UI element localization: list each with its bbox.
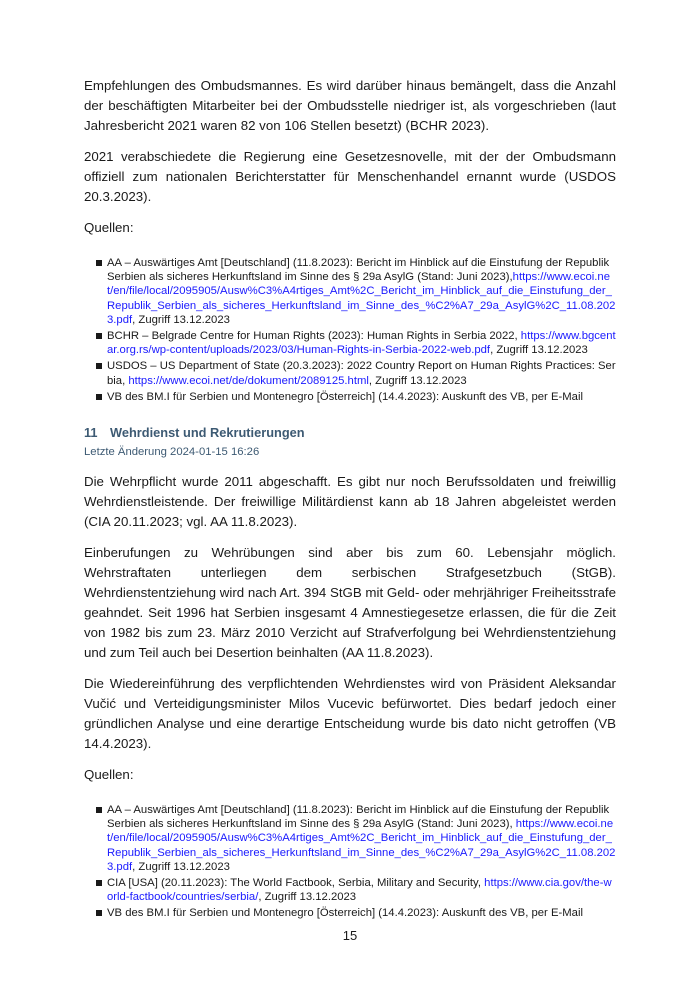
paragraph: Empfehlungen des Ombudsmannes. Es wird darüber hinaus bemängelt, dass die Anzahl der beschäftigten Mitarbeiter bei der Ombudsstelle niedriger ist, als vorgeschrieben (laut Jahresbericht 2021 waren 82 von 106 Stellen besetzt) (BCHR 2023). bbox=[84, 78, 616, 133]
source-item: AA – Auswärtiges Amt [Deutschland] (11.8.2023): Bericht im Hinblick auf die Einstufung der Republik Serbien als sicheres Herkunftsland im Sinne des § 29a AsylG (Stand: Juni 2023), https://www.ecoi.net/en/file/local/2095905/Ausw%C3%A4rtiges_Amt%2C_Bericht_im_Hinblick_auf_die_Einstufung_der_Republik_Serbien_als_sicheres_Herkunftsland_im_Sinne_des_%C2%A7_29a_AsylG%2C_11.08.2023.pdf, Zugriff 13.12.2023 bbox=[96, 803, 616, 874]
bullet-icon bbox=[96, 880, 102, 886]
sources-label: Quellen: bbox=[84, 767, 134, 783]
paragraph: Die Wehrpflicht wurde 2011 abgeschafft. Es gibt nur noch Berufssoldaten und freiwillig Wehrdienstleistende. Der freiwillige Militärdienst kann ab 18 Jahren abgeleistet werden (CIA 20.11.2023; vgl. AA 11.8.2023). bbox=[84, 474, 616, 530]
page-number: 15 bbox=[342, 928, 358, 943]
bullet-icon bbox=[96, 260, 102, 266]
bullet-icon bbox=[96, 333, 102, 339]
source-item: VB des BM.I für Serbien und Montenegro [Österreich] (14.4.2023): Auskunft des VB, per E-Mail bbox=[96, 390, 616, 404]
paragraph: 2021 verabschiedete die Regierung eine Gesetzesnovelle, mit der der Ombudsmann offiziell zum nationalen Berichterstatter für Menschenhandel ernannt wurde (USDOS 20.3.2023). bbox=[84, 149, 616, 204]
sources-label: Quellen: bbox=[84, 220, 134, 235]
source-item: BCHR – Belgrade Centre for Human Rights (2023): Human Rights in Serbia 2022, https://www.bgcentar.org.rs/wp-content/uploads/2023/03/Human-Rights-in-Serbia-2022-web.pdf, Zugriff 13.12.2023 bbox=[96, 329, 616, 357]
source-link[interactable]: https://www.bgcentar.org.rs/wp-content/uploads/2023/03/Human-Rights-in-Serbia-2022-web.pdf bbox=[107, 330, 616, 357]
source-link[interactable]: https://www.ecoi.net/en/file/local/2095905/Ausw%C3%A4rtiges_Amt%2C_Bericht_im_Hinblick_auf_die_Einstufung_der_Republik_Serbien_als_sicheres_Herkunftsland_im_Sinne_des_%C2%A7_29a_AsylG%2C_11.08.2023.pdf bbox=[107, 271, 616, 326]
paragraph: Die Wiedereinführung des verpflichtenden Wehrdienstes wird von Präsident Aleksandar Vučić und Verteidigungsminister Milos Vucevic befürwortet. Dies bedarf jedoch einer gründlichen Analyse und eine derartige Entscheidung wurde bis dato nicht getroffen (VB 14.4.2023). bbox=[84, 676, 616, 752]
source-item: VB des BM.I für Serbien und Montenegro [Österreich] (14.4.2023): Auskunft des VB, per E-Mail bbox=[96, 906, 616, 920]
source-item: CIA [USA] (20.11.2023): The World Factbook, Serbia, Military and Security, https://www.cia.gov/the-world-factbook/countries/serbia/, Zugriff 13.12.2023 bbox=[96, 876, 616, 904]
paragraph: Einberufungen zu Wehrübungen sind aber bis zum 60. Lebensjahr möglich. Wehrstraftaten unterliegen dem serbischen Strafgesetzbuch (StGB). Wehrdienstentziehung wird nach Art. 394 StGB mit Geld- oder mehrjähriger Freiheitsstrafe geahndet. Seit 1996 hat Serbien insgesamt 4 Amnestiegesetze erlassen, die für die Zeit von 1982 bis zum 23. März 2010 Verzicht auf Strafverfolgung bei Wehrdienstentziehung und zum Teil auch bei Desertion beinhalten (AA 11.8.2023). bbox=[84, 545, 616, 661]
bullet-icon bbox=[96, 363, 102, 369]
bullet-icon bbox=[96, 394, 102, 400]
section-number: 11 bbox=[84, 425, 98, 441]
section-title: Wehrdienst und Rekrutierungen bbox=[110, 425, 305, 441]
last-changed: Letzte Änderung 2024-01-15 16:26 bbox=[84, 446, 260, 459]
source-item: USDOS – US Department of State (20.3.2023): 2022 Country Report on Human Rights Practices: Serbia, https://www.ecoi.net/de/dokument/2089125.html, Zugriff 13.12.2023 bbox=[96, 359, 616, 387]
source-link[interactable]: https://www.ecoi.net/de/dokument/2089125.html bbox=[128, 374, 369, 387]
document-page bbox=[84, 76, 616, 923]
source-link[interactable]: https://www.ecoi.net/en/file/local/2095905/Ausw%C3%A4rtiges_Amt%2C_Bericht_im_Hinblick_auf_die_Einstufung_der_Republik_Serbien_als_sicheres_Herkunftsland_im_Sinne_des_%C2%A7_29a_AsylG%2C_11.08.2023.pdf bbox=[107, 818, 616, 873]
source-link[interactable]: https://www.cia.gov/the-world-factbook/countries/serbia/ bbox=[107, 877, 612, 904]
sources-list bbox=[96, 256, 616, 404]
bullet-icon bbox=[96, 910, 102, 916]
section-heading bbox=[84, 424, 616, 442]
sources-list bbox=[96, 803, 616, 921]
bullet-icon bbox=[96, 807, 102, 813]
source-item: AA – Auswärtiges Amt [Deutschland] (11.8.2023): Bericht im Hinblick auf die Einstufung der Republik Serbien als sicheres Herkunftsland im Sinne des § 29a AsylG (Stand: Juni 2023),https://www.ecoi.net/en/file/local/2095905/Ausw%C3%A4rtiges_Amt%2C_Bericht_im_Hinblick_auf_die_Einstufung_der_Republik_Serbien_als_sicheres_Herkunftsland_im_Sinne_des_%C2%A7_29a_AsylG%2C_11.08.2023.pdf, Zugriff 13.12.2023 bbox=[96, 256, 616, 327]
